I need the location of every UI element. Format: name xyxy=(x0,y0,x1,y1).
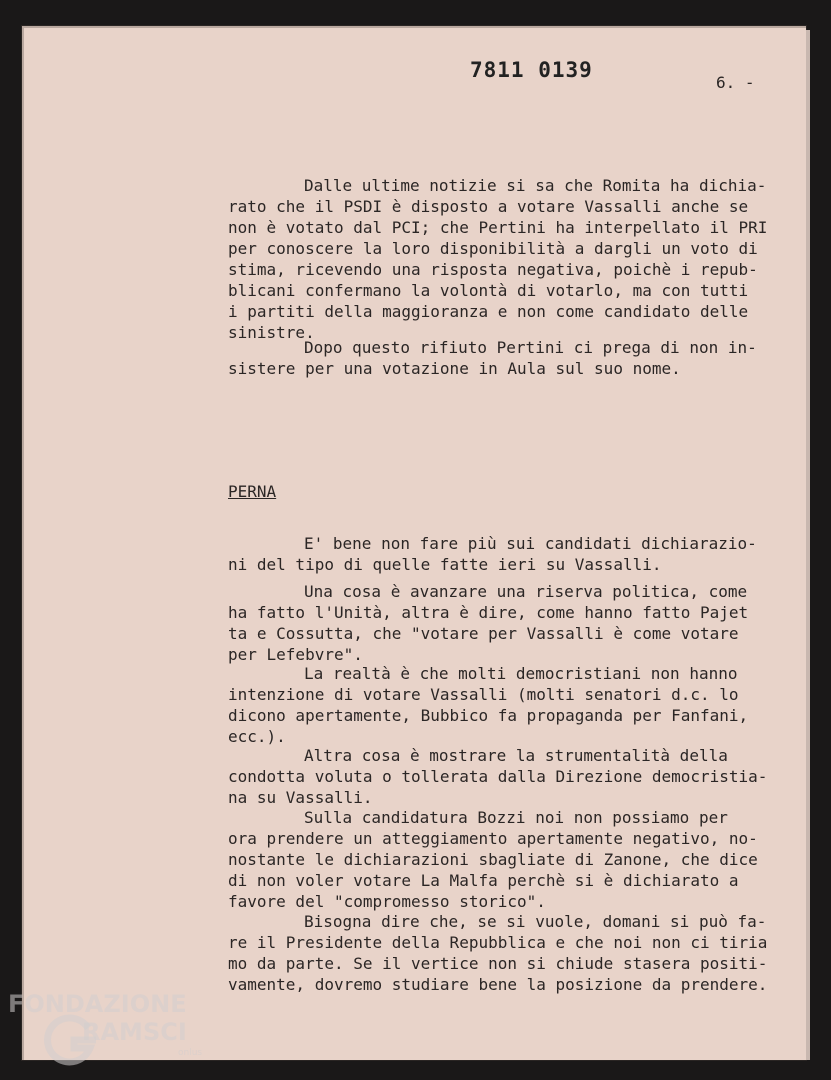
text-line: Dopo questo rifiuto Pertini ci prega di non in- xyxy=(304,338,757,357)
text-line: blicani confermano la volontà di votarlo, ma con tutti xyxy=(228,281,749,300)
text-line: ta e Cossutta, che "votare per Vassalli è come votare xyxy=(228,624,739,643)
text-line: ni del tipo di quelle fatte ieri su Vassalli. xyxy=(228,555,662,574)
text-line: stima, ricevendo una risposta negativa, poichè i repub- xyxy=(228,260,758,279)
text-line: dicono apertamente, Bubbico fa propaganda per Fanfani, xyxy=(228,706,749,725)
text-line: intenzione di votare Vassalli (molti senatori d.c. lo xyxy=(228,685,739,704)
text-line: per Lefebvre". xyxy=(228,645,363,664)
text-line: ora prendere un atteggiamento apertamente negativo, no- xyxy=(228,829,758,848)
text-line: La realtà è che molti democristiani non hanno xyxy=(304,664,738,683)
text-line: Altra cosa è mostrare la strumentalità della xyxy=(304,746,728,765)
section-heading: PERNA xyxy=(228,482,277,501)
text-line: i partiti della maggioranza e non come candidato delle xyxy=(228,302,749,321)
text-line: Sulla candidatura Bozzi noi non possiamo per xyxy=(304,808,728,827)
text-line: condotta voluta o tollerata dalla Direzione democristia- xyxy=(228,767,768,786)
paper-edge xyxy=(806,30,810,1060)
text-line: sinistre. xyxy=(228,323,315,342)
watermark-line1: FONDAZIONE xyxy=(8,990,187,1018)
text-line: sistere per una votazione in Aula sul suo nome. xyxy=(228,359,681,378)
text-line: per conoscere la loro disponibilità a dargli un voto di xyxy=(228,239,758,258)
watermark-line2: RAMSCI xyxy=(82,1018,187,1046)
text-line: ecc.). xyxy=(228,727,286,746)
text-line: vamente, dovremo studiare bene la posizione da prendere. xyxy=(228,975,768,994)
text-line: favore del "compromesso storico". xyxy=(228,892,546,911)
text-line: nostante le dichiarazioni sbagliate di Zanone, che dice xyxy=(228,850,758,869)
text-line: non è votato dal PCI; che Pertini ha interpellato il PRI xyxy=(228,218,768,237)
archive-stamp: 7811 0139 xyxy=(470,58,593,82)
text-line: re il Presidente della Repubblica e che noi non ci tiria xyxy=(228,933,768,952)
text-line: Dalle ultime notizie si sa che Romita ha dichia- xyxy=(304,176,767,195)
page-number: 6. - xyxy=(716,73,755,92)
text-line: E' bene non fare più sui candidati dichiarazio- xyxy=(304,534,757,553)
text-line: Una cosa è avanzare una riserva politica, come xyxy=(304,582,748,601)
watermark-onlus: onlus xyxy=(178,1048,203,1058)
text-line: di non voler votare La Malfa perchè si è dichiarato a xyxy=(228,871,739,890)
text-line: na su Vassalli. xyxy=(228,788,373,807)
fondazione-gramsci-watermark xyxy=(8,990,208,1070)
text-line: ha fatto l'Unità, altra è dire, come hanno fatto Pajet xyxy=(228,603,749,622)
text-line: Bisogna dire che, se si vuole, domani si può fa- xyxy=(304,912,767,931)
text-line: mo da parte. Se il vertice non si chiude stasera positi- xyxy=(228,954,768,973)
text-line: rato che il PSDI è disposto a votare Vassalli anche se xyxy=(228,197,749,216)
